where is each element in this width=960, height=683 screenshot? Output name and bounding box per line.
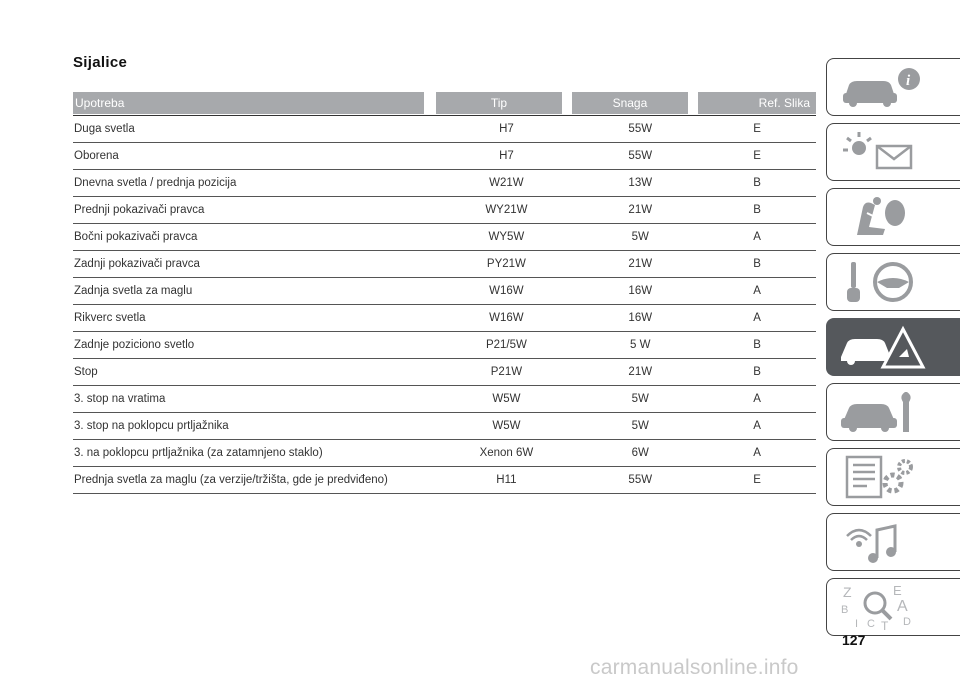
cell-usage: Bočni pokazivači pravca bbox=[74, 231, 198, 243]
cell-power: 5 W bbox=[630, 339, 651, 351]
cell-power: 5W bbox=[631, 420, 649, 432]
cell-usage: Rikverc svetla bbox=[74, 312, 146, 324]
cell-type: H11 bbox=[496, 474, 517, 486]
index-letter: D bbox=[903, 616, 911, 628]
cell-usage: Prednja svetla za maglu (za verzije/tržišta, gde je predviđeno) bbox=[74, 474, 388, 486]
page-title: Sijalice bbox=[73, 54, 128, 71]
cell-ref-figure: A bbox=[753, 231, 761, 243]
cell-power: 5W bbox=[631, 231, 649, 243]
table-row bbox=[73, 440, 816, 467]
cell-ref-figure: A bbox=[753, 393, 761, 405]
cell-ref-figure: A bbox=[753, 285, 761, 297]
table-body bbox=[73, 116, 816, 494]
key-steering-wheel-icon bbox=[837, 258, 927, 306]
warning-lights-icon bbox=[837, 128, 927, 176]
svg-text:i: i bbox=[906, 73, 911, 89]
cell-ref-figure: E bbox=[753, 150, 761, 162]
chapter-tabs bbox=[826, 58, 960, 643]
car-maintenance-icon bbox=[837, 388, 927, 436]
cell-power: 16W bbox=[628, 312, 653, 324]
tab-safety[interactable] bbox=[826, 188, 960, 246]
index-search-icon bbox=[837, 583, 927, 631]
table-row bbox=[73, 413, 816, 440]
cell-usage: Stop bbox=[74, 366, 98, 378]
table-row bbox=[73, 386, 816, 413]
header-power: Snaga bbox=[572, 92, 688, 114]
tab-multimedia[interactable] bbox=[826, 513, 960, 571]
cell-type: H7 bbox=[499, 150, 514, 162]
tab-maintenance[interactable] bbox=[826, 383, 960, 441]
table-row bbox=[73, 224, 816, 251]
technical-data-icon bbox=[837, 453, 927, 501]
cell-type: W21W bbox=[489, 177, 524, 189]
header-usage: Upotreba bbox=[73, 92, 424, 114]
cell-type: PY21W bbox=[486, 258, 526, 270]
table-row bbox=[73, 332, 816, 359]
tab-starting-driving[interactable] bbox=[826, 253, 960, 311]
table-row bbox=[73, 116, 816, 143]
cell-type: W16W bbox=[489, 285, 524, 297]
cell-ref-figure: E bbox=[753, 474, 761, 486]
table-header bbox=[73, 92, 816, 114]
tab-index[interactable] bbox=[826, 578, 960, 636]
cell-type: WY5W bbox=[488, 231, 525, 243]
cell-type: WY21W bbox=[485, 204, 528, 216]
cell-power: 21W bbox=[628, 204, 653, 216]
index-letter: T bbox=[881, 619, 889, 631]
cell-ref-figure: E bbox=[753, 123, 761, 135]
cell-power: 55W bbox=[628, 123, 653, 135]
tab-emergency[interactable] bbox=[826, 318, 960, 376]
table-row bbox=[73, 143, 816, 170]
multimedia-icon bbox=[837, 518, 927, 566]
cell-type: W5W bbox=[492, 420, 521, 432]
index-letter: B bbox=[841, 604, 849, 616]
cell-ref-figure: B bbox=[753, 366, 761, 378]
index-letter: C bbox=[867, 618, 875, 630]
tab-technical-data[interactable] bbox=[826, 448, 960, 506]
cell-ref-figure: B bbox=[753, 204, 761, 216]
tab-car-info[interactable] bbox=[826, 58, 960, 116]
cell-usage: Prednji pokazivači pravca bbox=[74, 204, 205, 216]
cell-usage: Zadnji pokazivači pravca bbox=[74, 258, 200, 270]
watermark: carmanualsonline.info bbox=[590, 656, 799, 679]
cell-power: 13W bbox=[628, 177, 653, 189]
bulb-table bbox=[73, 92, 816, 494]
cell-type: W16W bbox=[489, 312, 524, 324]
table-row bbox=[73, 278, 816, 305]
table-row bbox=[73, 251, 816, 278]
cell-ref-figure: A bbox=[753, 447, 761, 459]
cell-power: 5W bbox=[631, 393, 649, 405]
car-emergency-triangle-icon bbox=[837, 323, 927, 371]
page-number: 127 bbox=[842, 632, 866, 648]
cell-usage: Zadnje poziciono svetlo bbox=[74, 339, 195, 351]
cell-power: 55W bbox=[628, 150, 653, 162]
table-row bbox=[73, 305, 816, 332]
cell-usage: Dnevna svetla / prednja pozicija bbox=[74, 177, 237, 189]
airbag-seat-icon bbox=[837, 193, 927, 241]
index-letter: E bbox=[893, 583, 902, 598]
index-letter: Z bbox=[843, 584, 852, 600]
cell-type: P21/5W bbox=[485, 339, 527, 351]
index-letter: I bbox=[855, 618, 859, 630]
cell-ref-figure: A bbox=[753, 312, 761, 324]
table-row bbox=[73, 197, 816, 224]
cell-ref-figure: B bbox=[753, 339, 761, 351]
table-row bbox=[73, 467, 816, 494]
cell-type: H7 bbox=[499, 123, 514, 135]
cell-power: 55W bbox=[628, 474, 653, 486]
tab-warning-lights[interactable] bbox=[826, 123, 960, 181]
table-row bbox=[73, 359, 816, 386]
cell-usage: Oborena bbox=[74, 150, 119, 162]
cell-ref-figure: A bbox=[753, 420, 761, 432]
cell-type: Xenon 6W bbox=[479, 447, 534, 459]
cell-usage: Zadnja svetla za maglu bbox=[74, 285, 193, 297]
cell-power: 21W bbox=[628, 366, 653, 378]
cell-type: W5W bbox=[492, 393, 521, 405]
cell-power: 21W bbox=[628, 258, 653, 270]
table-row bbox=[73, 170, 816, 197]
index-letter: A bbox=[897, 598, 908, 615]
cell-power: 6W bbox=[631, 447, 649, 459]
cell-ref-figure: B bbox=[753, 258, 761, 270]
car-info-icon bbox=[837, 63, 927, 111]
header-type: Tip bbox=[436, 92, 562, 114]
cell-usage: 3. na poklopcu prtljažnika (za zatamnjeno staklo) bbox=[74, 447, 323, 459]
cell-power: 16W bbox=[628, 285, 653, 297]
cell-usage: Duga svetla bbox=[74, 123, 135, 135]
cell-ref-figure: B bbox=[753, 177, 761, 189]
cell-type: P21W bbox=[490, 366, 523, 378]
cell-usage: 3. stop na poklopcu prtljažnika bbox=[74, 420, 229, 432]
header-ref-figure: Ref. Slika bbox=[698, 92, 816, 114]
cell-usage: 3. stop na vratima bbox=[74, 393, 166, 405]
